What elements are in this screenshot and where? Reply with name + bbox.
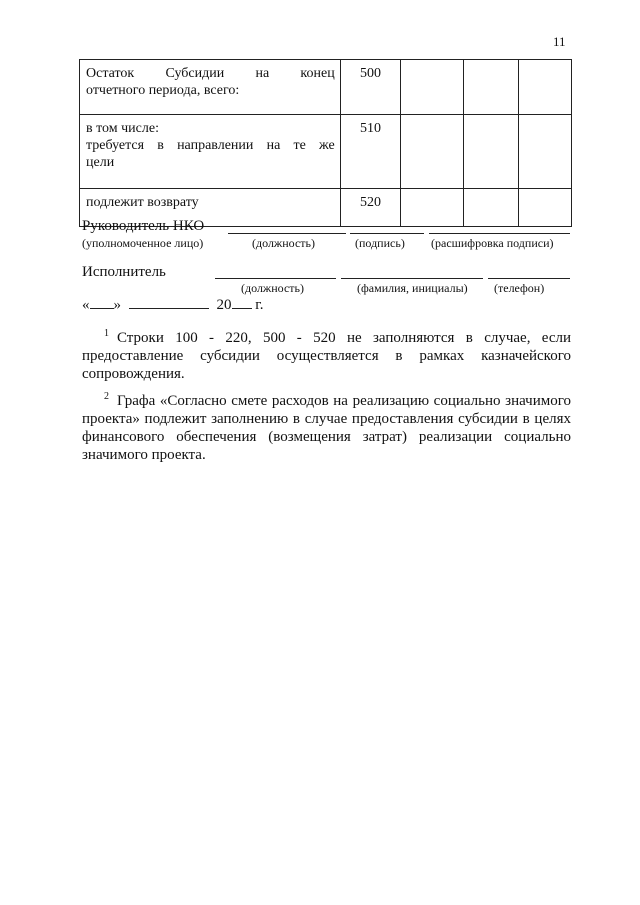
label-word: Субсидии [165, 66, 225, 81]
row-code: 500 [340, 60, 400, 115]
head-title: Руководитель НКО [82, 218, 205, 234]
row-label [80, 115, 341, 189]
footnote-text: Строки 100 - 220, 500 - 520 не заполняются в случае, если предоставление субсидии осуществляется в рамках казначейского сопровождения. [82, 330, 571, 382]
signature-caption: (подпись) [355, 236, 405, 250]
row-label [80, 60, 341, 115]
signature-line [350, 233, 424, 234]
label-line: отчетного периода, всего: [86, 83, 240, 98]
empty-cell [518, 189, 571, 227]
year-suffix: г. [255, 297, 264, 313]
executor-title: Исполнитель [82, 264, 166, 280]
head-subtitle: (уполномоченное лицо) [82, 236, 204, 250]
row-code: 510 [340, 115, 400, 189]
label-word: на [255, 66, 270, 81]
footnotes [82, 325, 571, 469]
empty-cell [464, 115, 518, 189]
position-caption: (должность) [252, 236, 315, 250]
footnote-mark: 2 [104, 391, 109, 402]
label-line: в том числе: [86, 121, 159, 136]
open-quote: « [82, 297, 90, 313]
label-line: подлежит возврату [86, 195, 199, 210]
date-row [82, 296, 263, 314]
month-blank [129, 296, 209, 309]
executor-position-caption: (должность) [241, 281, 304, 295]
label-line: требуется в направлении на те же [86, 138, 335, 153]
year-prefix: 20 [216, 297, 232, 313]
table-row [80, 115, 572, 189]
executor-phone-line [488, 278, 570, 279]
close-quote: » [113, 297, 121, 313]
signature-decoding-caption: (расшифровка подписи) [431, 236, 554, 250]
page-number: 11 [553, 34, 566, 49]
footnote-2 [82, 388, 571, 464]
row-code: 520 [340, 189, 400, 227]
empty-cell [401, 60, 464, 115]
label-word: конец [300, 66, 335, 81]
executor-name-line [341, 278, 483, 279]
label-line: цели [86, 155, 115, 170]
footnote-mark: 1 [104, 328, 109, 339]
executor-name-caption: (фамилия, инициалы) [357, 281, 468, 295]
empty-cell [401, 189, 464, 227]
empty-cell [401, 115, 464, 189]
table-row [80, 60, 572, 115]
empty-cell [518, 60, 571, 115]
subsidy-balance-table [79, 59, 572, 227]
day-blank [90, 296, 114, 309]
empty-cell [464, 189, 518, 227]
year-blank [232, 296, 252, 309]
executor-phone-caption: (телефон) [494, 281, 545, 295]
executor-position-line [215, 278, 336, 279]
empty-cell [518, 115, 571, 189]
footnote-text: Графа «Согласно смете расходов на реализацию социально значимого проекта» подлежит заполнению в случае предоставления субсидии в целях финансового обеспечения (возмещения затрат) реализации социально значимого проекта. [82, 393, 571, 463]
position-line [228, 233, 346, 234]
label-word: Остаток [86, 66, 135, 81]
empty-cell [464, 60, 518, 115]
signature-decoding-line [429, 233, 570, 234]
footnote-1 [82, 325, 571, 383]
